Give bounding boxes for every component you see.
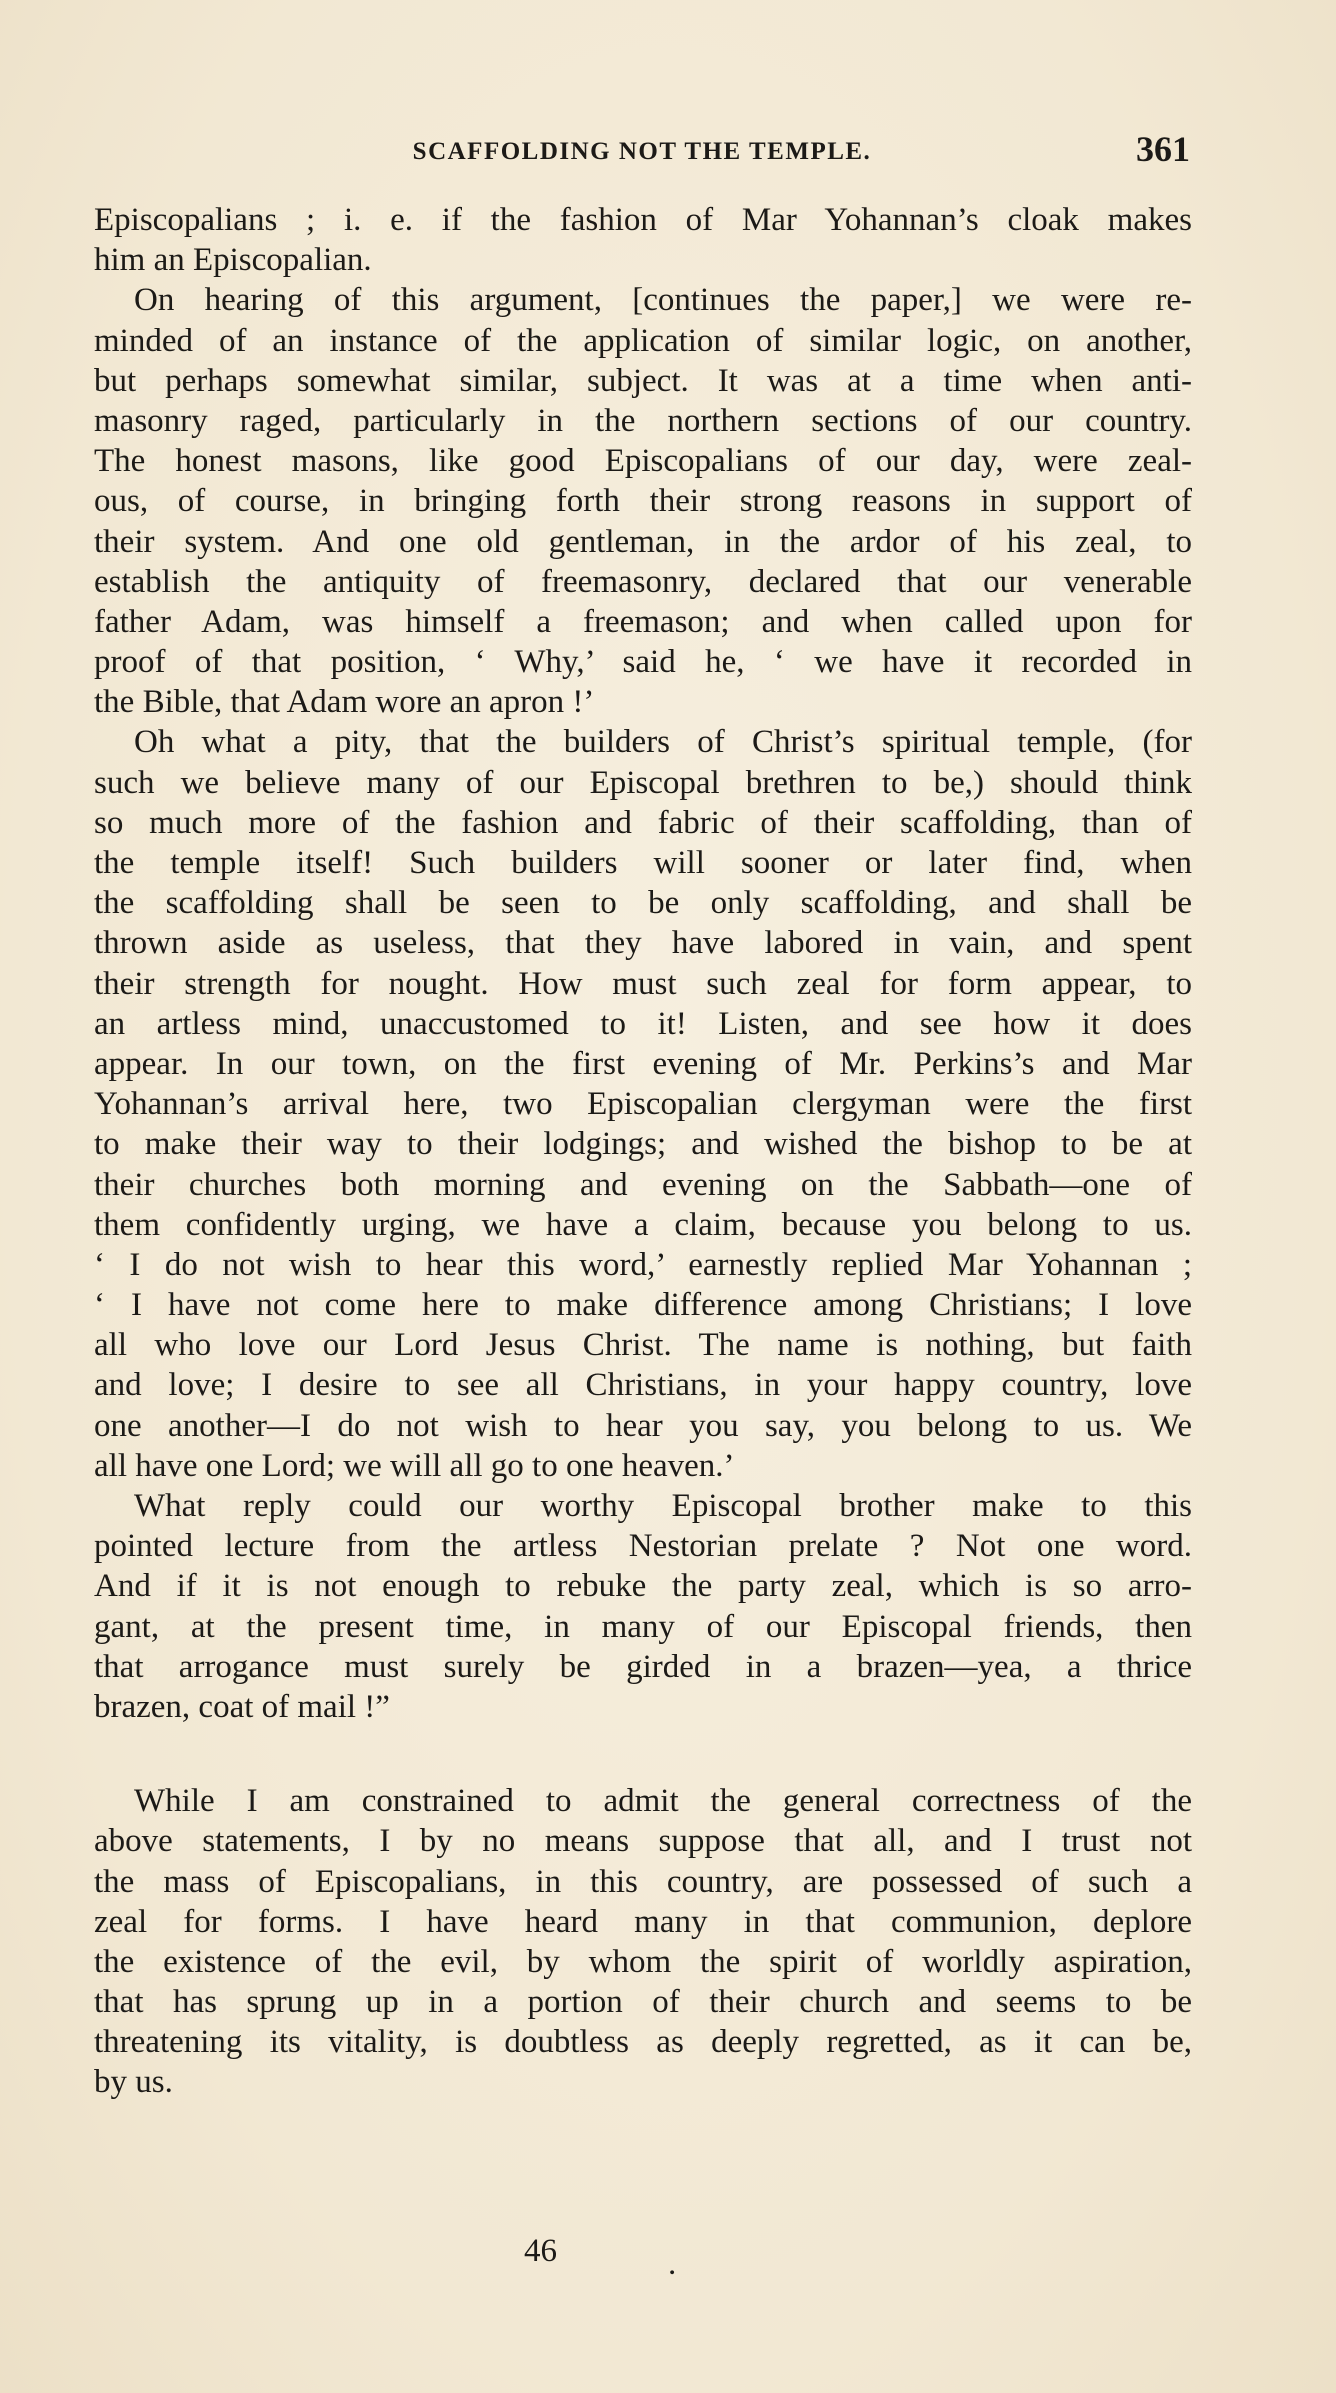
text-line: While I am constrained to admit the general correctness of the <box>134 1783 1192 1820</box>
text-line: their strength for nought. How must such zeal for form appear, to <box>94 965 1192 1002</box>
text-line: What reply could our worthy Episcopal brother make to this <box>134 1488 1192 1524</box>
text-line: masonry raged, particularly in the northern sections of our country. <box>94 402 1192 439</box>
text-line: ous, of course, in bringing forth their strong reasons in support of <box>94 483 1192 520</box>
text-line: ‘ I do not wish to hear this word,’ earnestly replied Mar Yohannan ; <box>94 1246 1192 1283</box>
text-line: one another—I do not wish to hear you say, you belong to us. We <box>94 1407 1192 1444</box>
text-line: and love; I desire to see all Christians, in your happy country, love <box>94 1367 1192 1404</box>
text-line: zeal for forms. I have heard many in that communion, deplore <box>94 1903 1192 1940</box>
page-header <box>94 128 1190 172</box>
text-line: the mass of Episcopalians, in this country, are possessed of such a <box>94 1863 1192 1900</box>
text-line: Oh what a pity, that the builders of Christ’s spiritual temple, (for <box>134 724 1192 761</box>
text-line: father Adam, was himself a freemason; and when called upon for <box>94 603 1192 640</box>
text-line: all have one Lord; we will all go to one heaven.’ <box>94 1447 735 1484</box>
body-text <box>94 200 1192 2103</box>
text-line: them confidently urging, we have a claim, because you belong to us. <box>94 1206 1192 1243</box>
text-line: him an Episcopalian. <box>94 242 372 279</box>
text-line: the temple itself! Such builders will sooner or later find, when <box>94 845 1192 881</box>
page-number: 361 <box>1136 129 1190 169</box>
running-head: SCAFFOLDING NOT THE TEMPLE. <box>412 138 872 165</box>
text-line: gant, at the present time, in many of our Episcopal friends, then <box>94 1608 1192 1645</box>
text-line: the scaffolding shall be seen to be only scaffolding, and shall be <box>94 885 1192 922</box>
text-line: proof of that position, ‘ Why,’ said he, ‘ we have it recorded in <box>94 644 1192 681</box>
text-line: The honest masons, like good Episcopalians of our day, were zeal- <box>94 443 1192 480</box>
text-line: threatening its vitality, is doubtless as deeply regretted, as it can be, <box>94 2024 1192 2061</box>
text-line: by us. <box>94 2064 173 2101</box>
text-line: that has sprung up in a portion of their church and seems to be <box>94 1984 1192 2021</box>
text-line: an artless mind, unaccustomed to it! Listen, and see how it does <box>94 1005 1192 1042</box>
text-line: their system. And one old gentleman, in the ardor of his zeal, to <box>94 523 1192 560</box>
text-line: And if it is not enough to rebuke the party zeal, which is so arro- <box>94 1568 1192 1605</box>
text-line: above statements, I by no means suppose that all, and I trust not <box>94 1823 1192 1860</box>
text-line: ‘ I have not come here to make difference among Christians; I love <box>94 1287 1192 1324</box>
text-line: but perhaps somewhat similar, subject. It was at a time when anti- <box>94 362 1192 399</box>
text-line: establish the antiquity of freemasonry, declared that our venerable <box>94 563 1192 600</box>
text-line: their churches both morning and evening on the Sabbath—one of <box>94 1166 1192 1203</box>
stray-mark: . <box>668 2246 677 2282</box>
text-line: so much more of the fashion and fabric of their scaffolding, than of <box>94 804 1192 841</box>
text-line: Episcopalians ; i. e. if the fashion of Mar Yohannan’s cloak makes <box>94 202 1192 238</box>
text-line: On hearing of this argument, [continues the paper,] we were re- <box>134 282 1192 319</box>
text-line: such we believe many of our Episcopal brethren to be,) should think <box>94 764 1192 801</box>
text-line: minded of an instance of the application of similar logic, on another, <box>94 322 1192 359</box>
text-line: to make their way to their lodgings; and wished the bishop to be at <box>94 1126 1192 1163</box>
paragraph-gap <box>94 1727 1192 1781</box>
text-line: brazen, coat of mail !” <box>94 1688 390 1725</box>
text-line: that arrogance must surely be girded in a brazen—yea, a thrice <box>94 1648 1192 1685</box>
text-line: the existence of the evil, by whom the spirit of worldly aspiration, <box>94 1943 1192 1980</box>
text-line: the Bible, that Adam wore an apron !’ <box>94 684 595 721</box>
text-line: Yohannan’s arrival here, two Episcopalian clergyman were the first <box>94 1086 1192 1123</box>
text-line: pointed lecture from the artless Nestorian prelate ? Not one word. <box>94 1528 1192 1565</box>
text-line: thrown aside as useless, that they have labored in vain, and spent <box>94 925 1192 962</box>
signature-mark: 46 <box>524 2233 557 2269</box>
text-line: all who love our Lord Jesus Christ. The name is nothing, but faith <box>94 1327 1192 1364</box>
text-line: appear. In our town, on the first evening of Mr. Perkins’s and Mar <box>94 1045 1192 1082</box>
